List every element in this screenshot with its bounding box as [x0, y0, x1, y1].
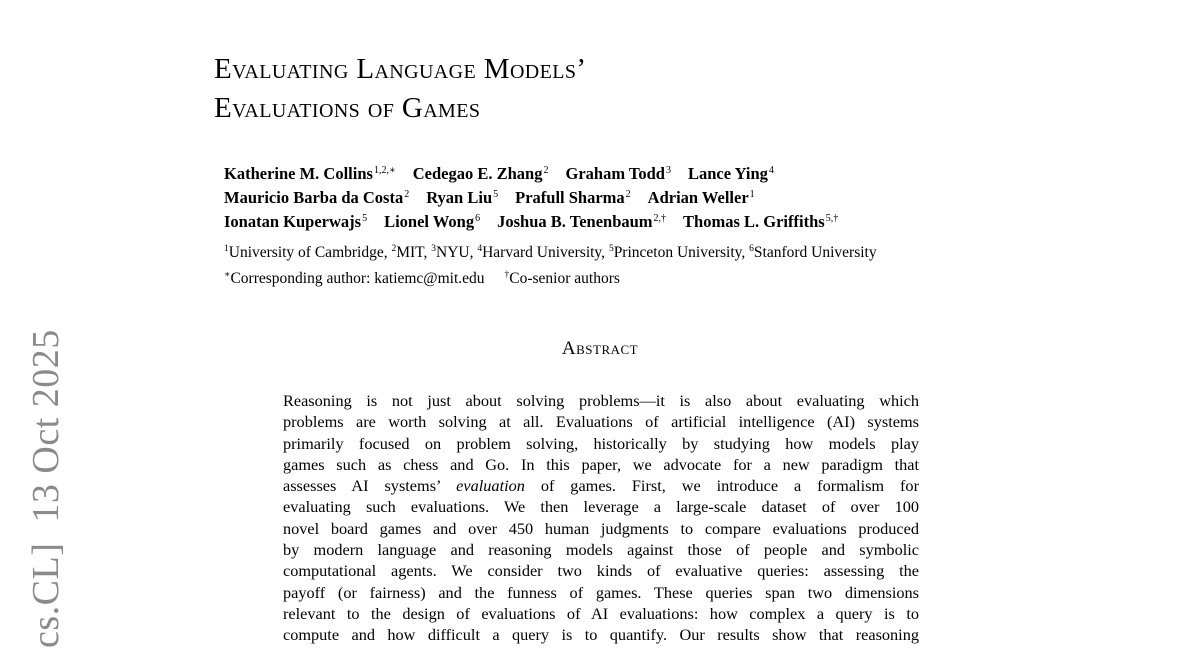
abstract-line: relevant to the design of evaluations of AI evaluations: how complex a query is to	[283, 603, 919, 623]
author-list	[224, 160, 855, 232]
author-row	[224, 184, 855, 208]
cosenior-note: Co-senior authors	[509, 270, 620, 287]
abstract-line: problems are worth solving at all. Evaluations of artificial intelligence (AI) systems	[283, 412, 919, 432]
abstract-line: compute and how difficult a query is to quantify. Our results show that reasoning	[283, 625, 919, 645]
author-affil-mark: 2	[404, 189, 410, 200]
author-name: Lionel Wong$^6$	[384, 212, 481, 231]
author-affil-mark: 2	[625, 189, 631, 200]
author-name: Prafull Sharma$^2$	[515, 188, 631, 207]
author-name: Ionatan Kuperwajs$^5$	[224, 212, 368, 231]
author-affil-mark: 3	[665, 165, 671, 176]
author-affil-mark: 2,†	[653, 213, 667, 224]
affiliation-name: Stanford University	[753, 244, 877, 261]
author-name: Lance Ying$^4$	[687, 164, 774, 183]
affiliation-mark: 2	[391, 244, 397, 254]
abstract-body	[283, 390, 919, 646]
arxiv-category: cs.CL]	[25, 542, 67, 648]
author-affil-mark: 5	[362, 213, 368, 224]
author-notes	[224, 264, 877, 290]
author-name: Graham Todd$^3$	[565, 164, 671, 183]
affiliation-name: Princeton University,	[613, 244, 750, 261]
author-affil-mark: 5,†	[825, 213, 839, 224]
abstract-line: Reasoning is not just about solving problems—it is also about evaluating which	[283, 391, 919, 410]
abstract-line: assesses AI systems’ evaluation of games. First, we introduce a formalism for	[283, 476, 919, 496]
author-name: Cedegao E. Zhang$^2$	[412, 164, 549, 183]
title-line-2: Evaluations of Games	[214, 92, 481, 124]
abstract-line: novel board games and over 450 human judgments to compare evaluations produced	[283, 518, 919, 538]
abstract-line: computational agents. We consider two kinds of evaluative queries: assessing the	[283, 561, 919, 581]
affiliation-mark: 6	[749, 244, 754, 254]
abstract-line: games such as chess and Go. In this paper, we advocate for a new paradigm that	[283, 454, 919, 474]
author-row	[224, 208, 855, 232]
affiliation-mark: 1	[224, 244, 229, 254]
author-affil-mark: 6	[475, 213, 481, 224]
abstract-heading: Abstract	[561, 338, 639, 359]
corresponding-mark: ∗	[224, 270, 231, 280]
author-affil-mark: 5	[493, 189, 499, 200]
abstract-line: by modern language and reasoning models against those of people and symbolic	[283, 540, 919, 560]
affiliation-mark: 4	[477, 244, 483, 254]
affiliation-name: University of Cambridge,	[228, 244, 392, 261]
affiliation-line	[224, 238, 877, 264]
abstract-line: evaluating such evaluations. We then leverage a large-scale dataset of over 100	[283, 497, 919, 517]
author-name: Adrian Weller$^1$	[647, 188, 755, 207]
author-row	[224, 160, 855, 184]
abstract-line: payoff (or fairness) and the funness of games. These queries span two dimensions	[283, 582, 919, 602]
author-name: Katherine M. Collins$^{1,2,∗}$	[224, 164, 396, 183]
author-name: Mauricio Barba da Costa$^2$	[224, 188, 410, 207]
title-line-1: Evaluating Language Models’	[214, 53, 587, 85]
affiliation-name: Harvard University,	[482, 244, 609, 261]
arxiv-side-stamp	[24, 329, 68, 648]
affiliations-block	[224, 238, 877, 290]
author-affil-mark: 1	[749, 189, 755, 200]
author-name: Ryan Liu$^5$	[426, 188, 499, 207]
corresponding-note: Corresponding author: katiemc@mit.edu	[230, 270, 485, 287]
author-affil-mark: 4	[768, 165, 774, 176]
paper-title	[214, 50, 586, 128]
affiliation-name: MIT,	[396, 244, 432, 261]
arxiv-date: 13 Oct 2025	[25, 329, 67, 523]
author-name: Thomas L. Griffiths$^{5,\dagger}$	[683, 212, 839, 231]
author-affil-mark: 1,2,∗	[373, 165, 396, 176]
affiliation-name: NYU,	[436, 244, 478, 261]
author-affil-mark: 2	[543, 165, 549, 176]
affiliation-mark: 3	[431, 244, 436, 254]
abstract-line: primarily focused on problem solving, historically by studying how models play	[283, 433, 919, 453]
cosenior-mark: †	[504, 270, 510, 280]
author-name: Joshua B. Tenenbaum$^{2,\dagger}$	[497, 212, 667, 231]
affiliation-mark: 5	[608, 244, 614, 254]
